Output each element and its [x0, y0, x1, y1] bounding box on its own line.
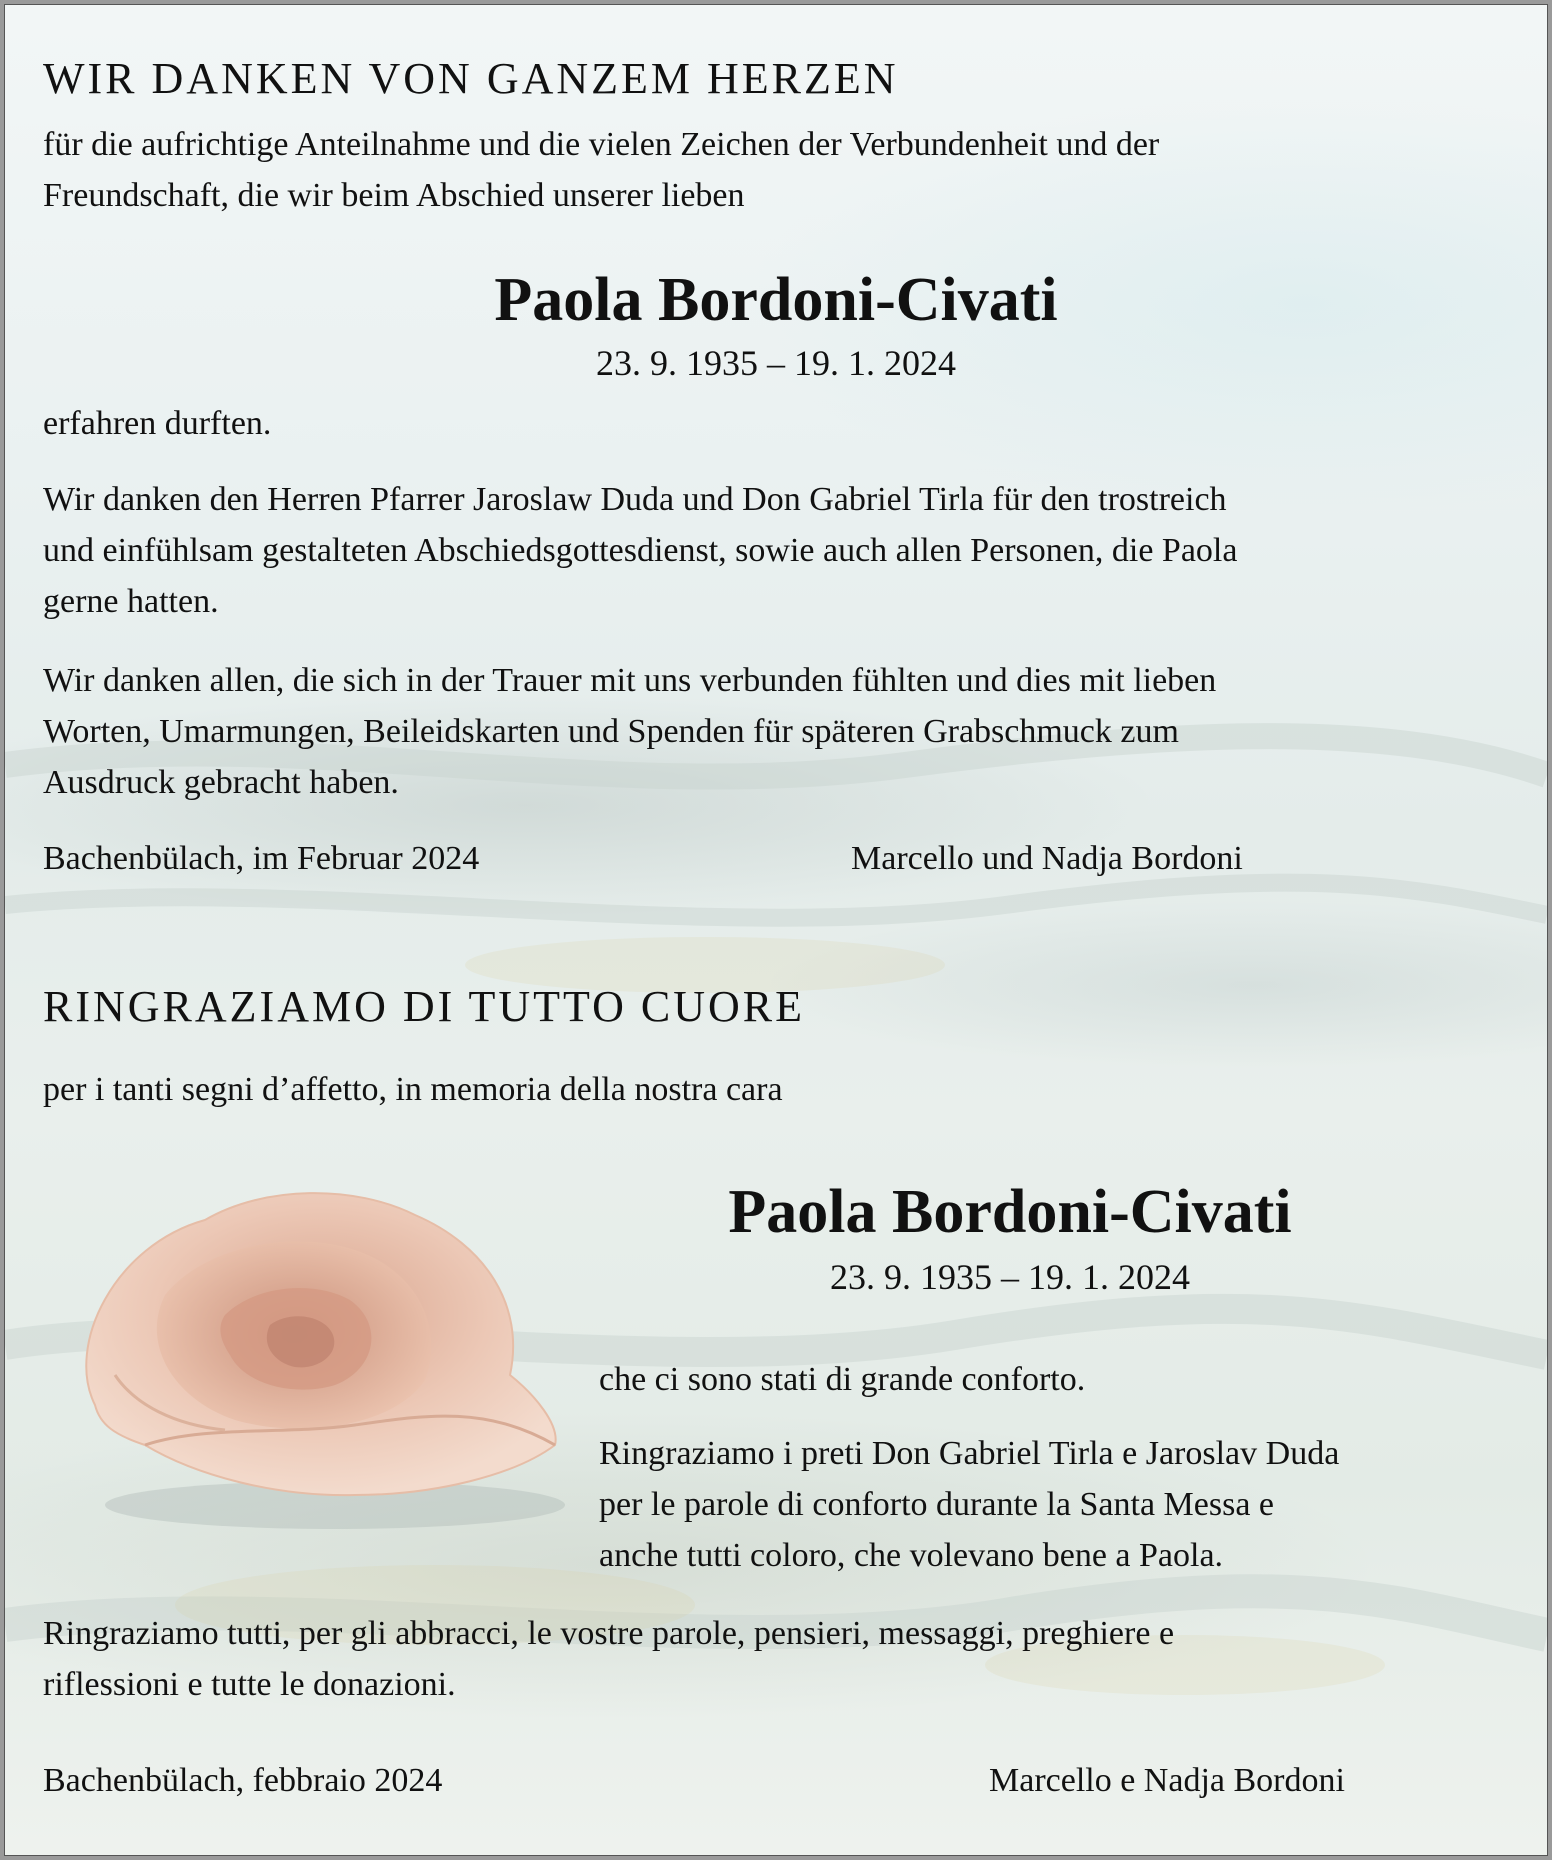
- italian-paragraph-clergy: [599, 1428, 1339, 1581]
- paragraph-line: Wir danken allen, die sich in der Trauer mit uns verbunden fühlten und dies mit lieben: [43, 662, 1217, 699]
- german-intro-line: für die aufrichtige Anteilnahme und die vielen Zeichen der Verbundenheit und der: [43, 126, 1160, 163]
- german-life-dates: 23. 9. 1935 – 19. 1. 2024: [596, 343, 956, 383]
- paragraph-line: Ringraziamo i preti Don Gabriel Tirla e Jaroslav Duda: [599, 1435, 1340, 1472]
- german-intro-line: Freundschaft, die wir beim Abschied unserer lieben: [43, 177, 745, 214]
- german-paragraph-thanks: [43, 655, 1216, 808]
- german-paragraph-clergy: [43, 474, 1237, 627]
- italian-signature: Marcello e Nadja Bordoni: [989, 1762, 1345, 1799]
- rose-flower-icon: [55, 1175, 575, 1535]
- german-intro: [43, 119, 1159, 221]
- italian-place-date: Bachenbülach, febbraio 2024: [43, 1762, 443, 1799]
- obituary-notice: [4, 4, 1548, 1856]
- german-after-name: erfahren durften.: [43, 405, 272, 442]
- german-deceased-name: Paola Bordoni-Civati: [494, 266, 1058, 334]
- paragraph-line: Wir danken den Herren Pfarrer Jaroslaw Duda und Don Gabriel Tirla für den trostreich: [43, 481, 1227, 518]
- paragraph-line: per le parole di conforto durante la Santa Messa e: [599, 1486, 1275, 1523]
- paragraph-line: riflessioni e tutte le donazioni.: [43, 1666, 456, 1703]
- paragraph-line: anche tutti coloro, che volevano bene a Paola.: [599, 1537, 1224, 1574]
- german-place-date: Bachenbülach, im Februar 2024: [43, 840, 480, 877]
- italian-deceased-name: Paola Bordoni-Civati: [728, 1178, 1292, 1246]
- paragraph-line: Ausdruck gebracht haben.: [43, 764, 399, 801]
- italian-paragraph-thanks: [43, 1608, 1174, 1710]
- italian-heading: RINGRAZIAMO DI TUTTO CUORE: [43, 982, 806, 1031]
- paragraph-line: gerne hatten.: [43, 583, 219, 620]
- paragraph-line: Worten, Umarmungen, Beileidskarten und Spenden für späteren Grabschmuck zum: [43, 713, 1179, 750]
- paragraph-line: Ringraziamo tutti, per gli abbracci, le vostre parole, pensieri, messaggi, preghiere e: [43, 1615, 1175, 1652]
- german-signature: Marcello und Nadja Bordoni: [851, 840, 1243, 877]
- paragraph-line: und einfühlsam gestalteten Abschiedsgottesdienst, sowie auch allen Personen, die Paola: [43, 532, 1238, 569]
- italian-life-dates: 23. 9. 1935 – 19. 1. 2024: [830, 1257, 1190, 1297]
- italian-intro: per i tanti segni d’affetto, in memoria della nostra cara: [43, 1071, 783, 1108]
- german-heading: WIR DANKEN VON GANZEM HERZEN: [43, 54, 899, 103]
- italian-after-name: che ci sono stati di grande conforto.: [599, 1361, 1086, 1398]
